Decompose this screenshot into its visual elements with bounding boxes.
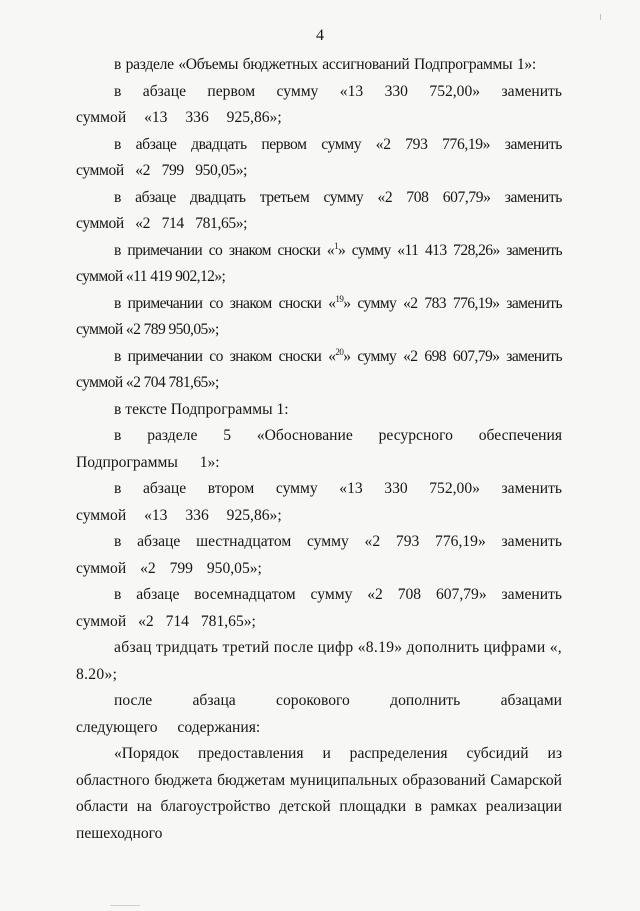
paragraph-8: в тексте Подпрограммы 1: <box>114 400 289 418</box>
paragraph-12: в абзаце восемнадцатом сумму «2 708 607,79» заменить суммой «2 714 781,65»; <box>76 586 562 630</box>
paragraph-4: в абзаце двадцать третьем сумму «2 708 607,79» заменить суммой «2 714 781,65»; <box>76 188 562 232</box>
paragraph-1: в разделе «Объемы бюджетных ассигнований Подпрограммы 1»: <box>114 56 536 73</box>
paragraph-3: в абзаце двадцать первом сумму «2 793 776,19» заменить суммой «2 799 950,05»; <box>76 135 562 179</box>
scan-artifact-bottom-left <box>110 905 140 906</box>
page-number: 4 <box>316 27 324 44</box>
paragraph-7 <box>76 344 562 397</box>
document-body <box>76 52 562 847</box>
paragraph-5 <box>76 238 562 291</box>
paragraph-14: после абзаца сорокового дополнить абзацами следующего содержания: <box>76 692 562 736</box>
paragraph-5-post: » сумму «11 413 728,26» заменить суммой «11 419 902,12»; <box>76 241 562 285</box>
footnote-mark-20: 20 <box>335 346 344 357</box>
paragraph-13: абзац тридцать третий после цифр «8.19» дополнить цифрами «, 8.20»; <box>76 639 562 683</box>
paragraph-6 <box>76 291 562 344</box>
scan-artifact-top-right <box>600 14 601 20</box>
paragraph-7-pre: в примечании со знаком сноски « <box>114 347 336 365</box>
paragraph-11: в абзаце шестнадцатом сумму «2 793 776,19» заменить суммой «2 799 950,05»; <box>76 533 562 577</box>
paragraph-7-post: » сумму «2 698 607,79» заменить суммой «2 704 781,65»; <box>76 347 562 391</box>
paragraph-10: в абзаце втором сумму «13 330 752,00» заменить суммой «13 336 925,86»; <box>76 480 562 524</box>
paragraph-2: в абзаце первом сумму «13 330 752,00» заменить суммой «13 336 925,86»; <box>76 82 562 126</box>
footnote-mark-1: 1 <box>334 240 338 251</box>
paragraph-6-pre: в примечании со знаком сноски « <box>114 294 336 312</box>
paragraph-9: в разделе 5 «Обоснование ресурсного обеспечения Подпрограммы 1»: <box>76 427 562 471</box>
footnote-mark-19: 19 <box>335 293 344 304</box>
paragraph-6-post: » сумму «2 783 776,19» заменить суммой «2 789 950,05»; <box>76 294 562 338</box>
paragraph-15: «Порядок предоставления и распределения субсидий из областного бюджета бюджетам муниципальных образований Самарской области на благоустройство детской площадки в рамках реализации пешеходного <box>76 745 562 842</box>
paragraph-5-pre: в примечании со знаком сноски « <box>114 241 335 259</box>
